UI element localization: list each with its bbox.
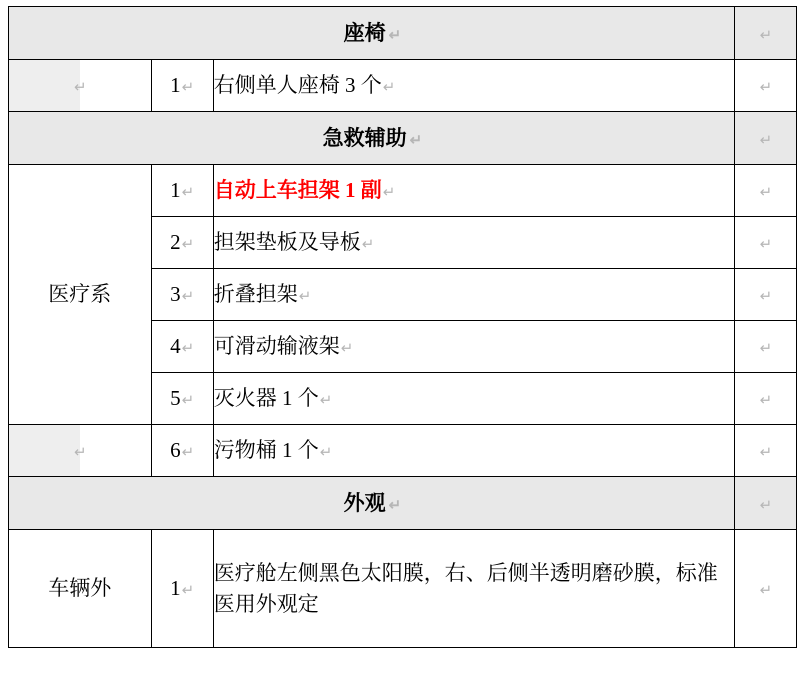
paragraph-mark-icon: ↵ [382,184,396,202]
index-value: 6 [170,438,181,463]
paragraph-mark-icon: ↵ [319,444,333,462]
paragraph-mark-icon: ↵ [759,236,773,254]
section-title: 外观 [343,490,386,515]
paragraph-mark-icon: ↵ [759,392,773,410]
table-row-section [9,477,797,530]
index-value: 1 [170,576,181,601]
description-cell [213,269,734,321]
note-cell [734,60,796,112]
section-header-cell [9,477,735,530]
description-cell [213,530,734,648]
section-title: 急救辅助 [322,125,407,150]
paragraph-mark-icon: ↵ [181,444,195,462]
description-text: 污物桶 1 个 [213,438,319,463]
description-text: 可滑动输液架 [213,334,340,359]
note-cell [734,112,796,165]
equipment-table [8,6,797,648]
index-cell [151,425,213,477]
note-cell [734,217,796,269]
category-shade [9,60,80,111]
table-row-section [9,112,797,165]
paragraph-mark-icon: ↵ [319,392,333,410]
paragraph-mark-icon: ↵ [382,79,396,97]
paragraph-mark-icon: ↵ [759,131,773,149]
paragraph-mark-icon: ↵ [759,288,773,306]
index-value: 4 [170,334,181,359]
description-cell [213,217,734,269]
note-cell [734,425,796,477]
description-cell [213,425,734,477]
index-cell [151,269,213,321]
paragraph-mark-icon: ↵ [181,582,195,600]
paragraph-mark-icon: ↵ [181,236,195,254]
section-header-cell [9,112,735,165]
index-value: 1 [170,178,181,203]
index-value: 1 [170,73,181,98]
description-text: 自动上车担架 1 副 [213,178,382,203]
note-cell [734,530,796,648]
paragraph-mark-icon: ↵ [181,184,195,202]
index-value: 5 [170,386,181,411]
description-cell [213,321,734,373]
paragraph-mark-icon: ↵ [181,392,195,410]
note-cell [734,477,796,530]
description-cell [213,373,734,425]
paragraph-mark-icon: ↵ [759,26,773,44]
paragraph-mark-icon: ↵ [181,79,195,97]
paragraph-mark-icon: ↵ [759,496,773,514]
note-cell [734,373,796,425]
note-cell [734,165,796,217]
index-value: 3 [170,282,181,307]
section-title: 座椅 [343,20,386,45]
index-cell [151,60,213,112]
description-text: 折叠担架 [213,282,298,307]
paragraph-mark-icon: ↵ [759,184,773,202]
paragraph-mark-icon: ↵ [73,444,87,462]
paragraph-mark-icon: ↵ [388,496,402,514]
index-cell [151,530,213,648]
note-cell [734,321,796,373]
index-cell [151,373,213,425]
index-cell [151,321,213,373]
description-text: 右侧单人座椅 3 个 [213,73,382,98]
paragraph-mark-icon: ↵ [298,288,312,306]
index-cell [151,165,213,217]
description-text: 担架垫板及导板 [213,230,361,255]
note-cell [734,7,796,60]
paragraph-mark-icon: ↵ [73,79,87,97]
table-row [9,530,797,648]
paragraph-mark-icon: ↵ [409,131,423,149]
paragraph-mark-icon: ↵ [759,444,773,462]
description-text: 医疗舱左侧黑色太阳膜，右、后侧半透明磨砂膜，标准医用外观定 [213,561,718,616]
category-cell [9,530,152,648]
table-row [9,425,797,477]
paragraph-mark-icon: ↵ [340,340,354,358]
paragraph-mark-icon: ↵ [181,288,195,306]
paragraph-mark-icon: ↵ [759,79,773,97]
category-cell [9,165,152,425]
table-row [9,165,797,217]
description-text: 灭火器 1 个 [213,386,319,411]
category-cell [9,60,152,112]
category-label: 医疗系 [48,282,112,307]
paragraph-mark-icon: ↵ [759,582,773,600]
index-cell [151,217,213,269]
paragraph-mark-icon: ↵ [759,340,773,358]
paragraph-mark-icon: ↵ [388,26,402,44]
category-shade [9,425,80,476]
table-row-section [9,7,797,60]
description-cell [213,165,734,217]
index-value: 2 [170,230,181,255]
section-header-cell [9,7,735,60]
description-cell [213,60,734,112]
paragraph-mark-icon: ↵ [361,236,375,254]
table-row [9,60,797,112]
category-label: 车辆外 [48,576,112,601]
paragraph-mark-icon: ↵ [181,340,195,358]
note-cell [734,269,796,321]
category-cell [9,425,152,477]
